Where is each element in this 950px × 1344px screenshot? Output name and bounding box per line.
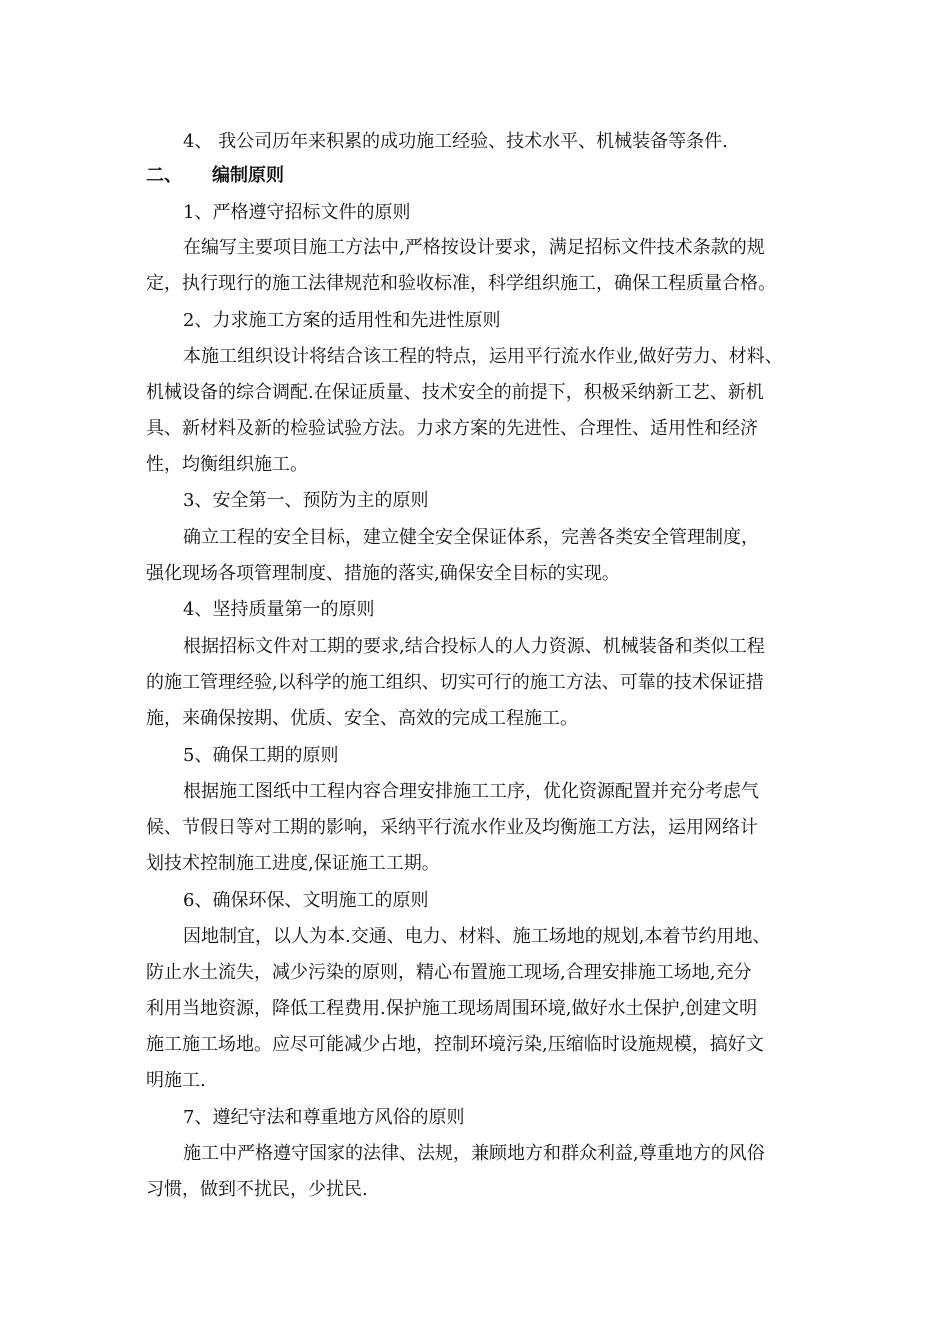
section-heading xyxy=(146,165,806,187)
paragraph-line: 因地制宜，以人为本.交通、电力、材料、施工场地的规划,本着节约用地、 xyxy=(183,926,771,947)
paragraph-line: 施工施工场地。应尽可能减少占地，控制环境污染,压缩临时设施规模，搞好文 xyxy=(146,1034,764,1055)
principle-heading-2: 2、力求施工方案的适用性和先进性原则 xyxy=(183,310,501,331)
paragraph-line: 施，来确保按期、优质、安全、高效的完成工程施工。 xyxy=(146,708,578,729)
paragraph-line: 候、节假日等对工期的影响，采纳平行流水作业及均衡施工方法，运用网络计 xyxy=(146,817,758,838)
paragraph-line: 施工中严格遵守国家的法律、法规，兼顾地方和群众利益,尊重地方的风俗 xyxy=(183,1143,765,1164)
paragraph-line: 机械设备的综合调配.在保证质量、技术安全的前提下，积极采纳新工艺、新机 xyxy=(146,382,764,403)
paragraph-line: 定，执行现行的施工法律规范和验收标准，科学组织施工，确保工程质量合格。 xyxy=(146,273,776,294)
paragraph-line: 防止水土流失，减少污染的原则，精心布置施工现场,合理安排施工场地,充分 xyxy=(146,962,752,983)
principle-heading-4: 4、坚持质量第一的原则 xyxy=(183,599,375,620)
paragraph-line: 确立工程的安全目标，建立健全安全保证体系，完善各类安全管理制度， xyxy=(183,527,759,548)
principle-heading-7: 7、遵纪守法和尊重地方风俗的原则 xyxy=(183,1107,465,1128)
section-title: 编制原则 xyxy=(212,165,284,186)
section-number: 二、 xyxy=(146,165,182,186)
paragraph-line: 根据招标文件对工期的要求,结合投标人的人力资源、机械装备和类似工程 xyxy=(183,636,765,657)
principle-heading-5: 5、确保工期的原则 xyxy=(183,745,339,766)
list-item-4: 4、 我公司历年来积累的成功施工经验、技术水平、机械装备等条件. xyxy=(183,131,728,152)
paragraph-line: 强化现场各项管理制度、措施的落实,确保安全目标的实现。 xyxy=(146,563,620,584)
paragraph-line: 具、新材料及新的检验试验方法。力求方案的先进性、合理性、适用性和经济 xyxy=(146,418,758,439)
paragraph-line: 明施工. xyxy=(146,1070,206,1091)
paragraph-line: 的施工管理经验,以科学的施工组织、切实可行的施工方法、可靠的技术保证措 xyxy=(146,672,764,693)
paragraph-line: 性，均衡组织施工。 xyxy=(146,454,308,475)
principle-heading-3: 3、安全第一、预防为主的原则 xyxy=(183,490,429,511)
paragraph-line: 习惯，做到不扰民，少扰民. xyxy=(146,1179,368,1200)
paragraph-line: 在编写主要项目施工方法中,严格按设计要求，满足招标文件技术条款的规 xyxy=(183,237,765,258)
paragraph-line: 利用当地资源，降低工程费用.保护施工现场周围环境,做好水土保护,创建文明 xyxy=(146,998,758,1019)
paragraph-line: 本施工组织设计将结合该工程的特点，运用平行流水作业,做好劳力、材料、 xyxy=(183,346,783,367)
paragraph-line: 根据施工图纸中工程内容合理安排施工工序，优化资源配置并充分考虑气 xyxy=(183,781,759,802)
principle-heading-1: 1、严格遵守招标文件的原则 xyxy=(183,202,411,223)
principle-heading-6: 6、确保环保、文明施工的原则 xyxy=(183,890,429,911)
paragraph-line: 划技术控制施工进度,保证施工工期。 xyxy=(146,853,440,874)
